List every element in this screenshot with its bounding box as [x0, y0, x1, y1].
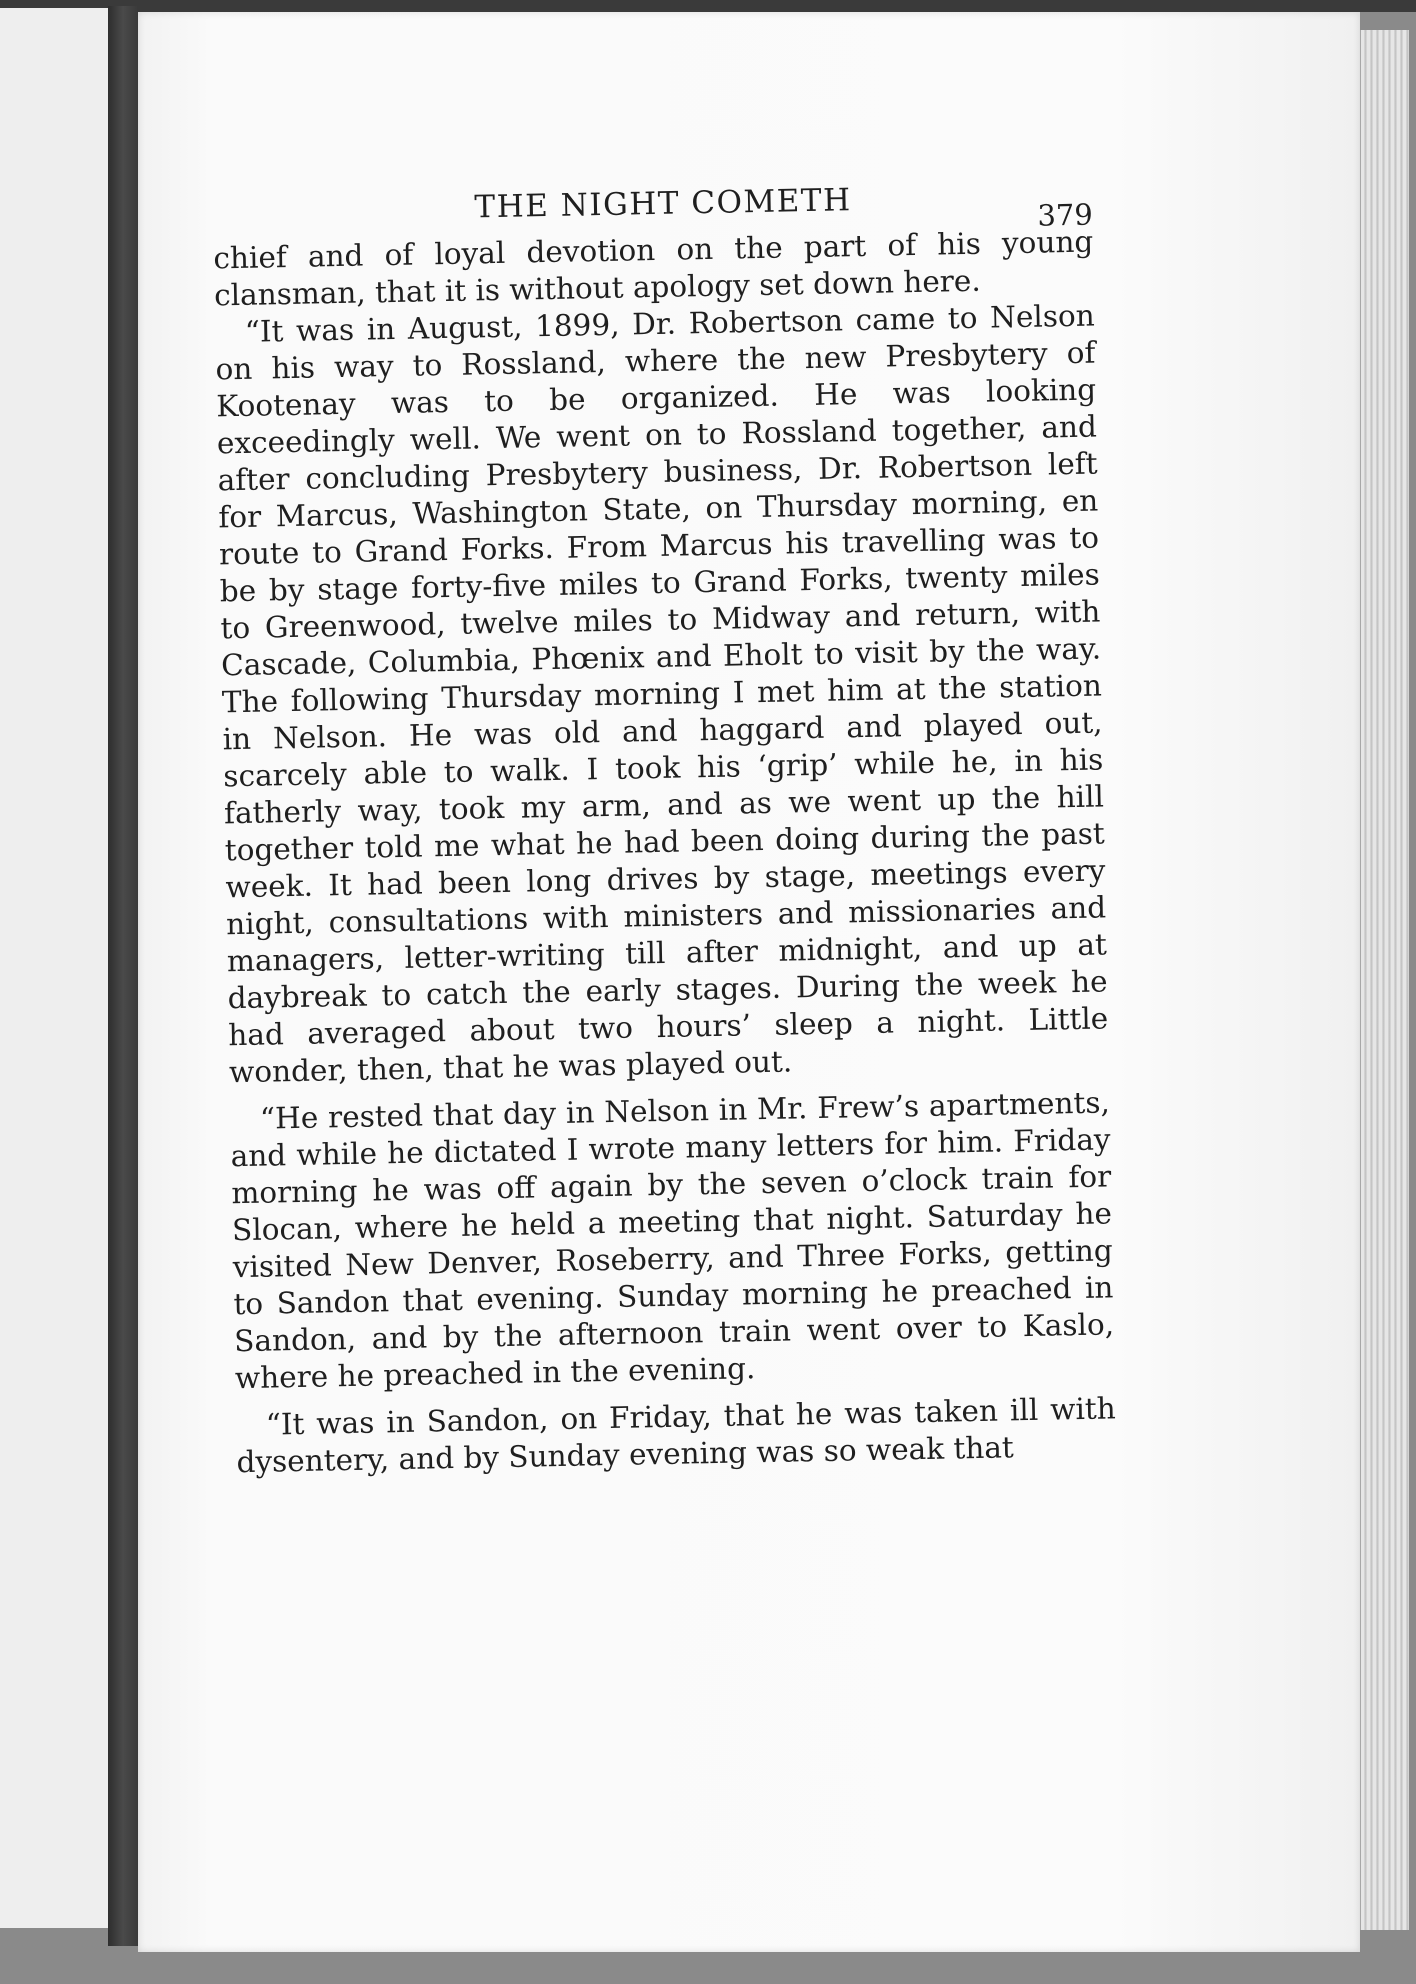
page-text — [212, 172, 1117, 1482]
paragraph: “It was in August, 1899, Dr. Robertson came to Nelson on his way to Rossland, where the new Presbytery of Kootenay was to be organized. He was looking exceedingly well. We went on to Rossland together, and after concluding Presbytery business, Dr. Robertson left for Marcus, Washington State, on Thursday morning, en route to Grand Forks. From Marcus his travelling was to be by stage forty-five miles to Grand Forks, twenty miles to Greenwood, twelve miles to Midway and return, with Cascade, Columbia, Phœnix and Eholt to visit by the way. The following Thursday morning I met him at the station in Nelson. He was old and haggard and played out, scarcely able to walk. I took his ‘grip’ while he, in his fatherly way, took my arm, and as we went up the hill together told me what he had been doing during the past week. It had been long drives by stage, meetings every night, consultations with ministers and missionaries and managers, letter-writing till after midnight, and up at daybreak to catch the early stages. During the week he had averaged about two hours’ sleep a night. Little wonder, then, that he was played out. — [215, 298, 1109, 1090]
running-title: THE NIGHT COMETH — [474, 182, 852, 226]
page-edges — [1360, 30, 1409, 1930]
facing-page-edge — [0, 8, 109, 1928]
paragraph: “He rested that day in Nelson in Mr. Frew’s apartments, and while he dictated I wrote many letters for him. Friday morning he was off again by the seven o’clock train for Slocan, where he held a meeting that night. Saturday he visited New Denver, Roseberry, and Three Forks, getting to Sandon that evening. Sunday morning he preached in Sandon, and by the afternoon train went over to Kaslo, where he preached in the evening. — [230, 1085, 1115, 1396]
scan-top-edge — [0, 0, 1416, 12]
paragraph: “It was in Sandon, on Friday, that he was taken ill with dysentery, and by Sunday evening was so weak that — [236, 1391, 1116, 1480]
book-binding — [108, 6, 138, 1946]
page-number: 379 — [1037, 197, 1094, 233]
paragraph-continuation: chief and of loyal devotion on the part of his young clansman, that it is without apology set down here. — [213, 224, 1094, 313]
